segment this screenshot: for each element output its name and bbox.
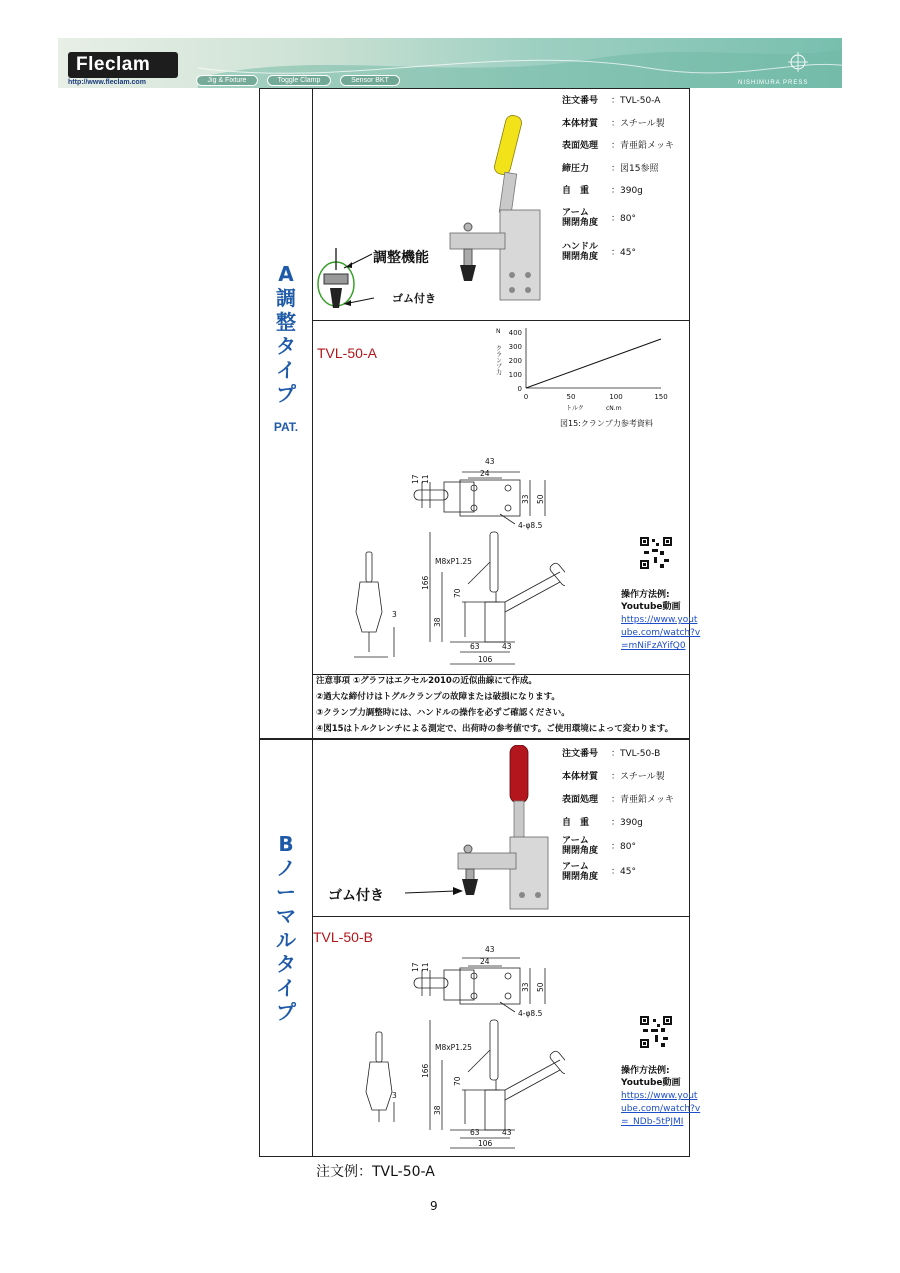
spec-key: ハンドル 開閉角度 [562,242,599,262]
side-label-char: ノ [276,856,296,880]
nav-tab-jig-fixture[interactable]: Jig & Fixture [196,75,258,86]
side-label-char: 整 [276,310,296,334]
spec-key: アーム 開閉角度 [562,208,599,228]
dim-label: 3 [392,1091,397,1100]
spec-key: 表面処理 [562,141,599,151]
youtube-link-a[interactable]: https://www.youtube.com/watch?v=mNiFzAYifQ0 [621,615,701,651]
dimension-labels [392,945,545,1148]
spec-value: ：80° [611,214,636,224]
guide-subtitle-b: Youtube動画 [621,1078,681,1088]
spec-key: 注文番号 [562,96,599,106]
guide-title-a: 操作方法例: [621,590,670,600]
note-line: ③クランプ力調整時には、ハンドルの操作を必ずご確認ください。 [316,708,570,718]
spec-value: ：青亜鉛メッキ [611,795,675,805]
dim-label: 38 [433,1105,442,1115]
dim-label: 33 [521,982,530,992]
chart-y-tick-label: 100 [508,371,522,379]
model-title-b: TVL-50-B [313,929,373,945]
chart-axes [526,328,661,388]
dim-label: 17 [411,962,420,972]
dim-label: 70 [453,588,462,598]
spec-key: アーム 開閉角度 [562,836,599,856]
clamp-b-photo [450,745,560,915]
callout-adjust-function: 調整機能 [373,250,429,266]
spec-value: ：45° [611,867,636,877]
chart-y-unit: N [496,328,501,335]
dim-label: 38 [433,617,442,627]
dim-label: 63 [470,642,480,651]
chart-y-tick-label: 400 [508,329,522,337]
callout-rubber-a: ゴム付き [392,292,436,305]
chart-y-tick-label: 200 [508,357,522,365]
spec-value: ：45° [611,248,636,258]
side-label-char: イ [276,976,296,1000]
guide-subtitle-a: Youtube動画 [621,602,681,612]
dim-label: 4-φ8.5 [518,1009,543,1018]
chart-x-tick-label: 100 [609,393,623,401]
spec-value: ：390g [611,818,643,828]
chart-x-unit: cN.m [606,405,622,412]
qr-code-b-icon[interactable] [640,1016,672,1048]
side-label-char: タ [276,334,296,358]
guide-title-b: 操作方法例: [621,1066,670,1076]
side-label-char: B [278,832,294,856]
notes-heading: 注意事項 [316,676,351,686]
dim-label: 11 [421,962,430,972]
dim-label: 17 [411,474,420,484]
arrow-icon [405,884,463,900]
callout-rubber-b: ゴム付き [328,888,384,904]
spec-key: 表面処理 [562,795,599,805]
spec-value: ：スチール製 [611,119,665,129]
chart-y-tick-label: 0 [517,385,522,393]
side-label-char: 調 [276,286,296,310]
dim-label: 70 [453,1076,462,1086]
qr-code-a-icon[interactable] [640,537,672,569]
spec-value: ：390g [611,186,643,196]
section-a-divider [312,88,313,739]
dim-label: 106 [478,655,493,664]
spec-key: 注文番号 [562,749,599,759]
dim-label: 4-φ8.5 [518,521,543,530]
page-number: 9 [430,1199,438,1213]
fleclam-logo[interactable]: Fleclam [68,52,178,78]
nav-tab-sensor-bkt[interactable]: Sensor BKT [340,75,400,86]
side-label-char: A [278,262,294,286]
model-title-a: TVL-50-A [317,345,377,361]
youtube-link-b[interactable]: https://www.youtube.com/watch?v=_NDb-5tPJMI [621,1091,701,1127]
spec-key: 本体材質 [562,772,599,782]
dim-label: 50 [536,982,545,992]
chart-title: 図15:クランプ力参考資料 [560,419,653,428]
spec-value: ：80° [611,842,636,852]
order-example: 注文例：TVL-50-A [316,1164,435,1180]
nav-tab-toggle-clamp[interactable]: Toggle Clamp [267,75,331,86]
spec-key: アーム 開閉角度 [562,862,599,882]
chart-series-line [526,339,661,388]
spec-value: ：図15参照 [611,164,659,174]
dim-label: 166 [421,1063,430,1078]
note-line [316,674,537,689]
section-a-row-divider-1 [312,320,690,321]
chart-x-label: トルク [566,405,584,412]
dim-label: 43 [485,945,495,954]
spec-value: ：TVL-50-B [611,749,661,759]
side-label-char: ー [276,880,296,904]
dim-label: 24 [480,957,490,966]
patent-label: PAT. [273,420,299,434]
dimension-drawing-b [350,942,565,1152]
side-label-char: タ [276,952,296,976]
dim-label: 106 [478,1139,493,1148]
spec-key: 自 重 [562,186,590,196]
dimension-labels [392,457,545,664]
spec-value: ：スチール製 [611,772,665,782]
spec-value: ：青亜鉛メッキ [611,141,675,151]
dimension-drawing-a [350,452,565,667]
side-label-char: イ [276,358,296,382]
chart-x-tick-label: 150 [654,393,668,401]
dim-label: 50 [536,494,545,504]
dim-label: 24 [480,469,490,478]
spec-key: 本体材質 [562,119,599,129]
section-b-side-label [260,832,312,1024]
dim-label: 33 [521,494,530,504]
section-b-divider [312,739,313,1157]
dim-label: 3 [392,610,397,619]
side-label-char: マ [276,904,296,928]
spec-key: 締圧力 [562,164,590,174]
section-a-side-label [260,262,312,406]
side-label-char: ル [276,928,296,952]
brand-name: NISHIMURA PRESS [738,80,809,86]
chart-x-tick-label: 50 [566,393,576,401]
dim-label: 11 [421,474,430,484]
dim-label: M8xP1.25 [435,1043,472,1052]
spec-value: ：TVL-50-A [611,96,661,106]
section-b-row-divider [312,916,690,917]
note-line: ②過大な締付けはトグルクランプの故障または破損になります。 [316,692,560,702]
side-label-char: プ [276,1000,296,1024]
dim-label: 43 [502,642,512,651]
side-label-char: プ [276,382,296,406]
logo-url[interactable]: http://www.fleclam.com [68,79,146,86]
chart-y-label: クランプ力 [494,345,502,375]
dim-label: 43 [502,1128,512,1137]
dim-label: M8xP1.25 [435,557,472,566]
spec-key: 自 重 [562,818,590,828]
dim-label: 43 [485,457,495,466]
chart-ticks [495,328,668,412]
chart-y-tick-label: 300 [508,343,522,351]
dim-label: 63 [470,1128,480,1137]
chart-x-tick-label: 0 [523,393,529,401]
chart-series [526,339,661,388]
dim-label: 166 [421,575,430,590]
note-text: ①グラフはエクセル2010の近似曲線にて作成。 [352,676,537,686]
clamp-a-photo [440,115,550,305]
note-line: ④図15はトルクレンチによる測定で、出荷時の参考値です。ご使用環境によって変わります。 [316,724,674,734]
